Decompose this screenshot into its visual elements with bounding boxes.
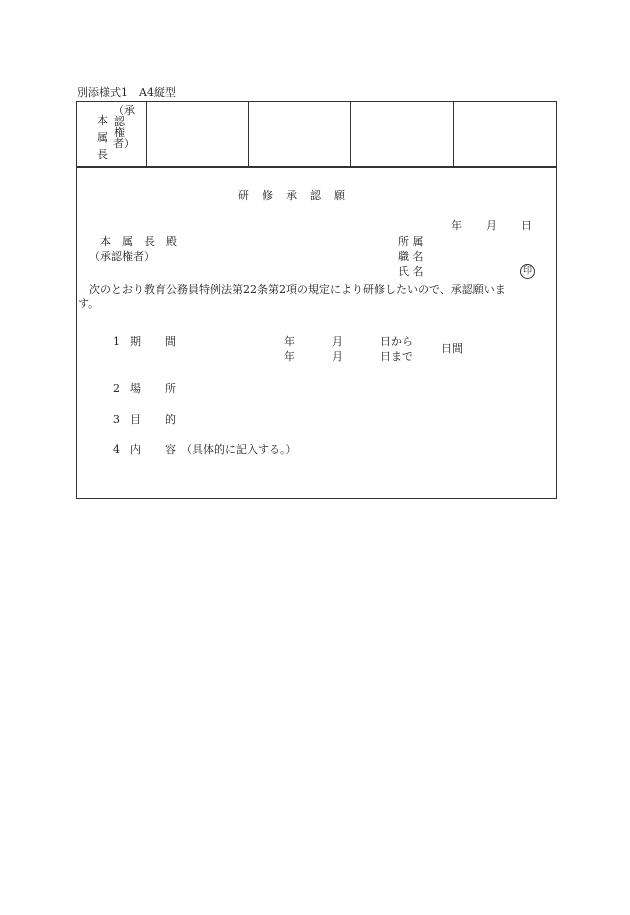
approval-header-title: 本属長 <box>97 114 108 162</box>
period-start-suffix: 日から <box>380 335 413 348</box>
approval-divider-2 <box>248 101 249 167</box>
approval-table <box>76 101 557 167</box>
period-end-month: 月 <box>332 350 343 363</box>
approval-header-subtitle: （承認権者） <box>113 104 135 150</box>
body-text-line-2: す。 <box>78 297 100 310</box>
item-3-char-1: 目 <box>130 413 141 426</box>
approval-divider-3 <box>350 101 351 167</box>
document-title: 研 修 承 認 願 <box>238 189 346 202</box>
applicant-name-label: 氏 名 <box>398 265 424 278</box>
body-text-line-1: 次のとおり教育公務員特例法第22条第2項の規定により研修したいので、承認願いま <box>89 283 506 296</box>
period-end-suffix: 日まで <box>380 350 413 363</box>
period-end-year: 年 <box>284 350 295 363</box>
item-2-char-2: 所 <box>165 382 176 395</box>
period-start-year: 年 <box>284 335 295 348</box>
item-3-char-2: 的 <box>165 413 176 426</box>
item-4-char-2: 容 <box>165 443 176 456</box>
period-start-month: 月 <box>332 335 343 348</box>
form-label: 別添様式1 A4縦型 <box>77 86 176 99</box>
period-duration: 日間 <box>441 342 463 355</box>
date-day: 日 <box>521 219 532 232</box>
addressee-name: 本 属 長 殿 <box>100 235 177 248</box>
date-year: 年 <box>451 219 462 232</box>
item-1-number: 1 <box>113 335 120 348</box>
item-2-char-1: 場 <box>130 382 141 395</box>
seal-mark: 印 <box>520 264 535 279</box>
item-4-number: 4 <box>113 443 120 456</box>
approval-divider-1 <box>146 101 147 167</box>
application-box <box>76 167 557 499</box>
applicant-position-label: 職 名 <box>398 250 424 263</box>
applicant-affiliation-label: 所 属 <box>398 235 424 248</box>
item-1-char-2: 間 <box>165 335 176 348</box>
item-1-char-1: 期 <box>130 335 141 348</box>
item-2-number: 2 <box>113 382 120 395</box>
date-month: 月 <box>486 219 497 232</box>
item-3-number: 3 <box>113 413 120 426</box>
addressee-sub: （承認権者） <box>89 250 155 263</box>
item-4-char-1: 内 <box>130 443 141 456</box>
approval-divider-4 <box>453 101 454 167</box>
item-4-note: （具体的に記入する。） <box>181 443 297 456</box>
